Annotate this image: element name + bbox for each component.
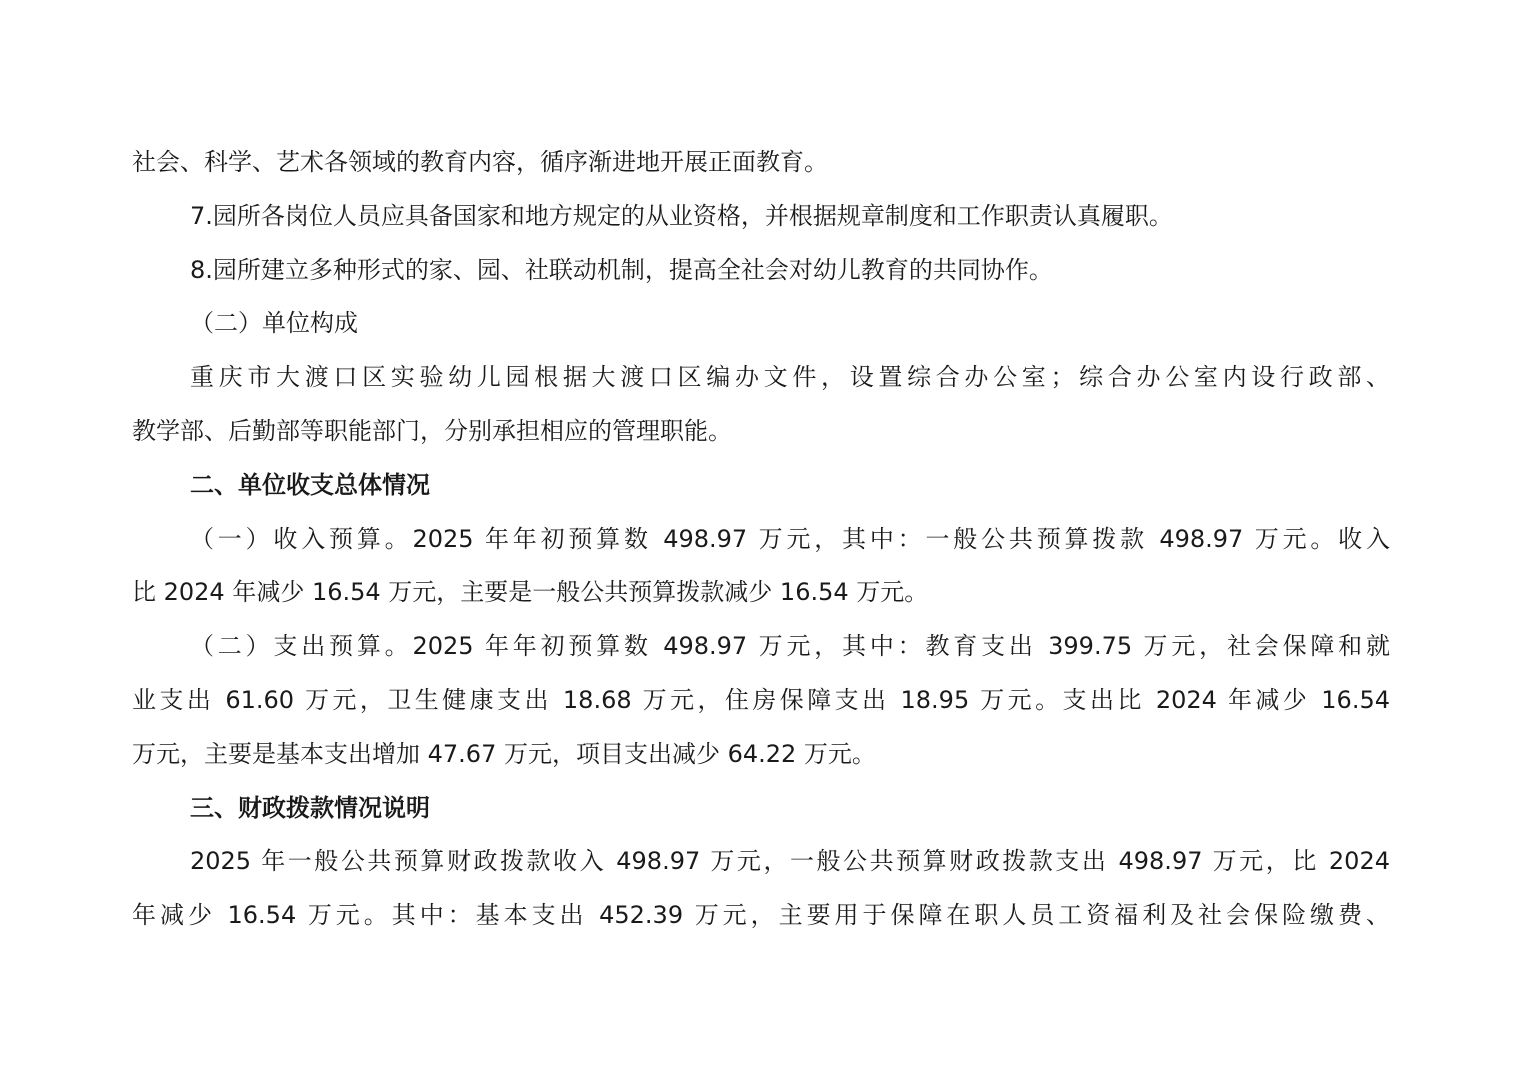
section-heading: 三、财政拨款情况说明 <box>190 793 430 822</box>
paragraph-line: 万元，主要是基本支出增加 47.67 万元，项目支出减少 64.22 万元。 <box>132 739 876 768</box>
paragraph-line: 业支出 61.60 万元，卫生健康支出 18.68 万元，住房保障支出 18.95 万元。支出比 2024 年减少 16.54 <box>132 685 1390 714</box>
paragraph-line: 比 2024 年减少 16.54 万元，主要是一般公共预算拨款减少 16.54 万元。 <box>132 578 929 607</box>
paragraph-line: （一）收入预算。2025 年年初预算数 498.97 万元，其中：一般公共预算拨款 498.97 万元。收入 <box>190 524 1390 553</box>
paragraph-line: 社会、科学、艺术各领域的教育内容，循序渐进地开展正面教育。 <box>132 148 828 176</box>
paragraph-line: 2025 年一般公共预算财政拨款收入 498.97 万元，一般公共预算财政拨款支出 498.97 万元，比 2024 <box>190 847 1390 876</box>
paragraph-line: 教学部、后勤部等职能部门，分别承担相应的管理职能。 <box>132 416 732 445</box>
paragraph-line: 7.园所各岗位人员应具备国家和地方规定的从业资格，并根据规章制度和工作职责认真履职。 <box>190 201 1173 230</box>
paragraph-line: 重庆市大渡口区实验幼儿园根据大渡口区编办文件，设置综合办公室；综合办公室内设行政部、 <box>190 363 1390 392</box>
subsection-heading: （二）单位构成 <box>190 309 358 338</box>
paragraph-line: （二）支出预算。2025 年年初预算数 498.97 万元，其中：教育支出 399.75 万元，社会保障和就 <box>190 632 1390 661</box>
section-heading: 二、单位收支总体情况 <box>190 470 430 499</box>
paragraph-line: 年减少 16.54 万元。其中：基本支出 452.39 万元，主要用于保障在职人员工资福利及社会保险缴费、 <box>132 901 1390 930</box>
paragraph-line: 8.园所建立多种形式的家、园、社联动机制，提高全社会对幼儿教育的共同协作。 <box>190 255 1053 284</box>
document-page <box>132 136 1390 943</box>
